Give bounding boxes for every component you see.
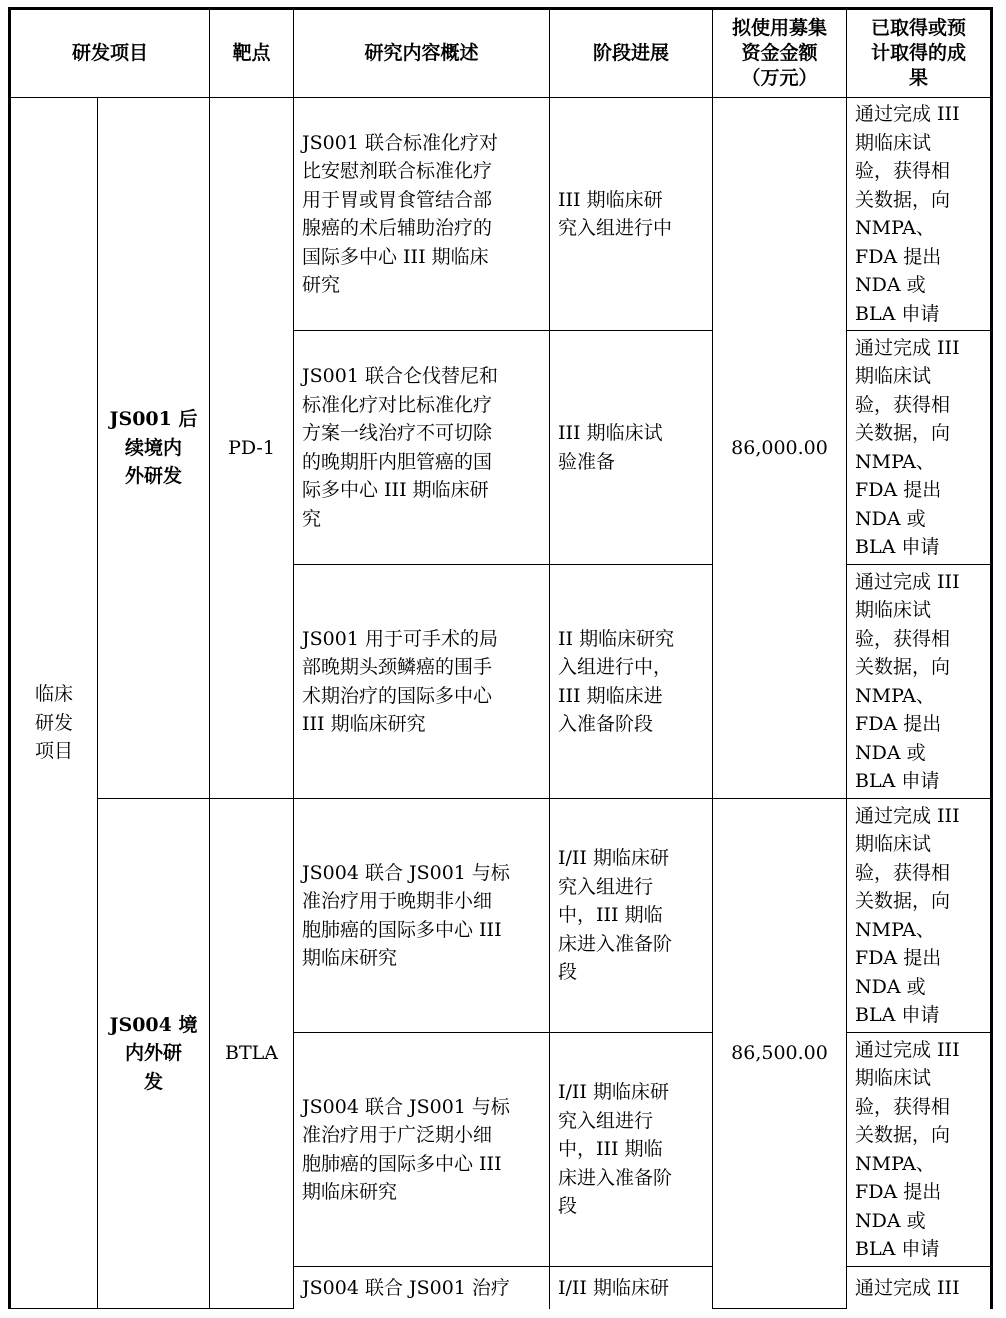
achievement-cell: 通过完成 III 期临床试 验，获得相 关数据，向 NMPA、 FDA 提出 NDA 或 BLA 申请 <box>847 565 992 799</box>
target-cell: BTLA <box>210 799 294 1309</box>
rd-projects-table <box>8 7 993 1309</box>
funds-cell: 86,500.00 <box>713 799 847 1309</box>
category-cell: 临床 研发 项目 <box>10 98 98 1309</box>
stage-cell: II 期临床研究 入组进行中， III 期临床进 入准备阶段 <box>550 565 713 799</box>
table-row <box>10 98 992 331</box>
funds-cell: 86,000.00 <box>713 98 847 799</box>
table-header-row <box>10 9 992 98</box>
header-achievement: 已取得或预 计取得的成 果 <box>847 9 992 98</box>
achievement-cell: 通过完成 III 期临床试 验，获得相 关数据，向 NMPA、 FDA 提出 NDA 或 BLA 申请 <box>847 799 992 1033</box>
stage-cell: I/II 期临床研 究入组进行 中，III 期临 床进入准备阶 段 <box>550 799 713 1033</box>
header-target: 靶点 <box>210 9 294 98</box>
project-name-cell: JS001 后 续境内 外研发 <box>98 98 210 799</box>
target-cell: PD-1 <box>210 98 294 799</box>
header-funds: 拟使用募集 资金金额 （万元） <box>713 9 847 98</box>
stage-cell: I/II 期临床研 究入组进行 中，III 期临 床进入准备阶 段 <box>550 1033 713 1267</box>
stage-cell: III 期临床研 究入组进行中 <box>550 98 713 331</box>
project-name-cell: JS004 境 内外研 发 <box>98 799 210 1309</box>
header-stage: 阶段进展 <box>550 9 713 98</box>
achievement-cell: 通过完成 III 期临床试 验，获得相 关数据，向 NMPA、 FDA 提出 NDA 或 BLA 申请 <box>847 1033 992 1267</box>
header-summary: 研究内容概述 <box>294 9 550 98</box>
header-project: 研发项目 <box>10 9 210 98</box>
stage-cell: III 期临床试 验准备 <box>550 331 713 565</box>
summary-cell: JS001 用于可手术的局 部晚期头颈鳞癌的围手 术期治疗的国际多中心 III 期临床研究 <box>294 565 550 799</box>
summary-cell: JS004 联合 JS001 与标 准治疗用于广泛期小细 胞肺癌的国际多中心 III 期临床研究 <box>294 1033 550 1267</box>
achievement-cell: 通过完成 III 期临床试 验，获得相 关数据，向 NMPA、 FDA 提出 NDA 或 BLA 申请 <box>847 98 992 331</box>
table-row <box>10 799 992 1033</box>
summary-cell: JS004 联合 JS001 治疗 <box>294 1267 550 1309</box>
summary-cell: JS001 联合仑伐替尼和 标准化疗对比标准化疗 方案一线治疗不可切除 的晚期肝内胆管癌的国 际多中心 III 期临床研 究 <box>294 331 550 565</box>
stage-cell: I/II 期临床研 <box>550 1267 713 1309</box>
achievement-cell: 通过完成 III <box>847 1267 992 1309</box>
achievement-cell: 通过完成 III 期临床试 验，获得相 关数据，向 NMPA、 FDA 提出 NDA 或 BLA 申请 <box>847 331 992 565</box>
summary-cell: JS001 联合标准化疗对 比安慰剂联合标准化疗 用于胃或胃食管结合部 腺癌的术后辅助治疗的 国际多中心 III 期临床 研究 <box>294 98 550 331</box>
summary-cell: JS004 联合 JS001 与标 准治疗用于晚期非小细 胞肺癌的国际多中心 III 期临床研究 <box>294 799 550 1033</box>
